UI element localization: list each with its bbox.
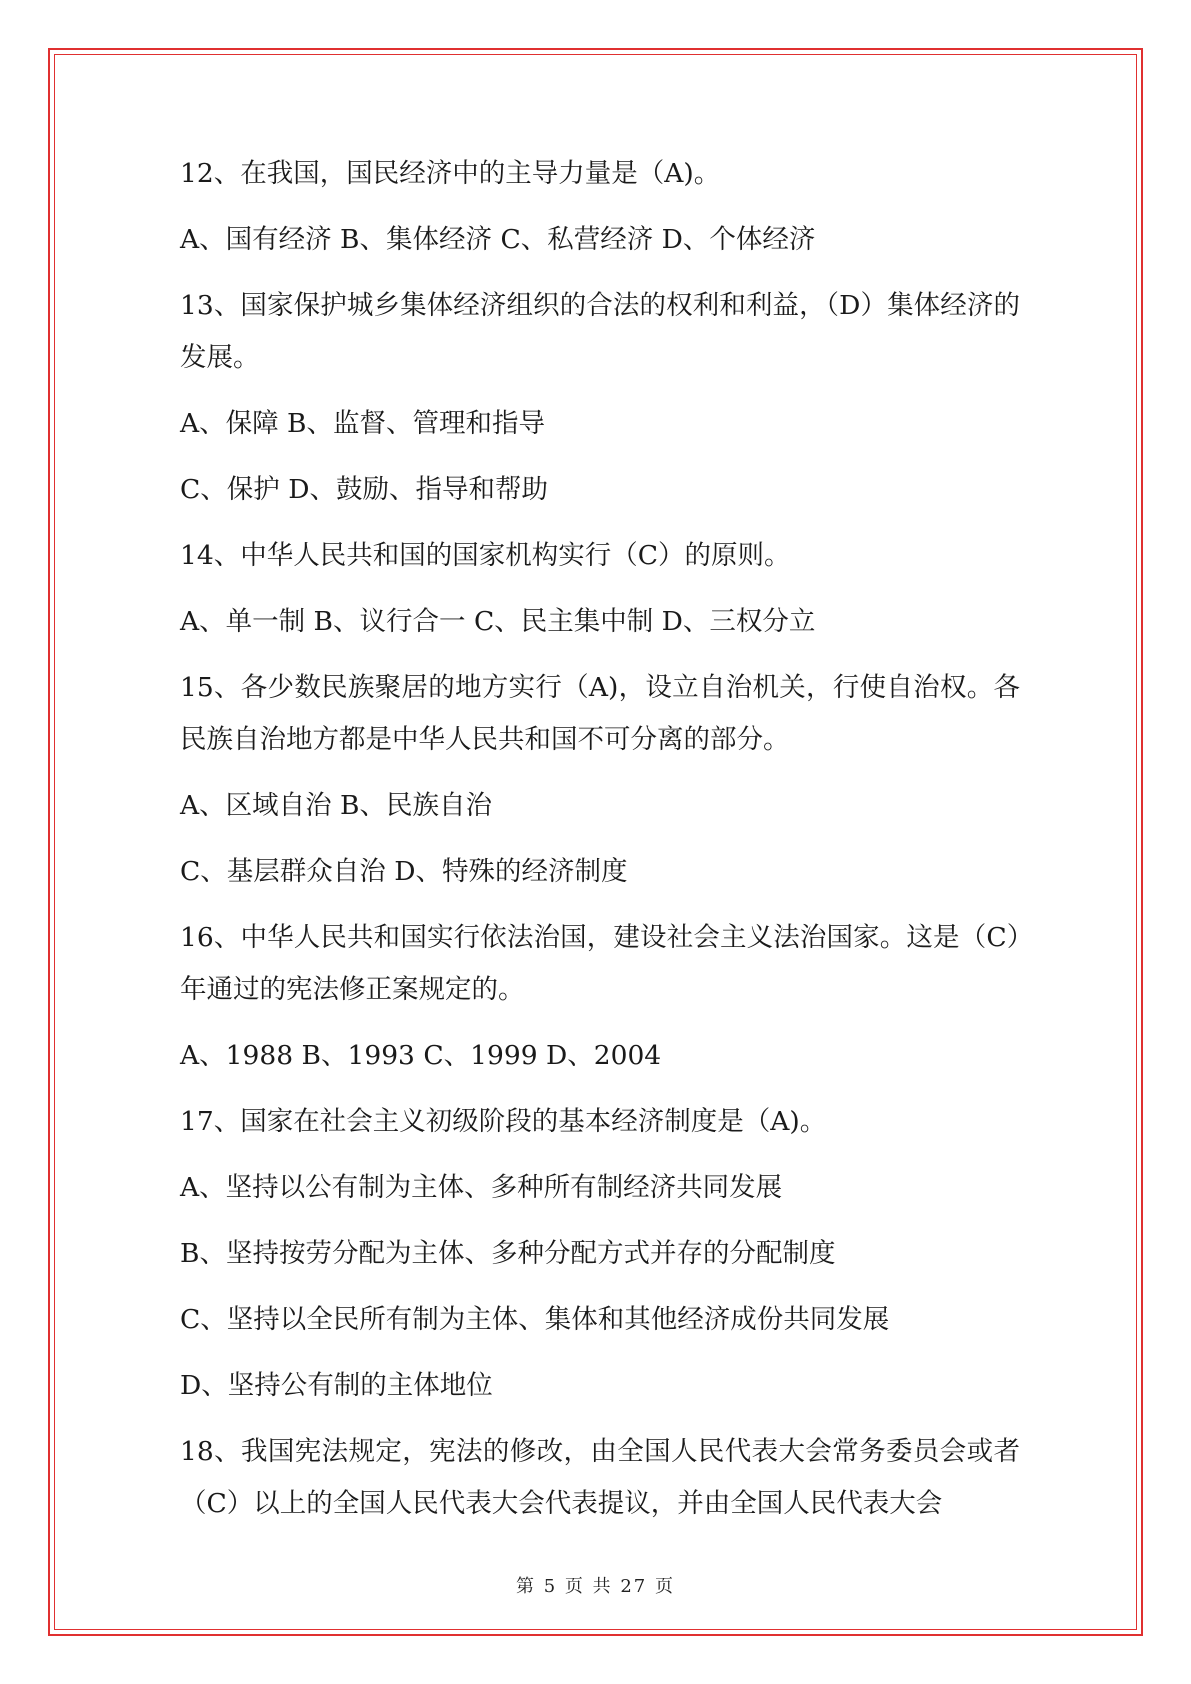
question-options: A、区域自治 B、民族自治	[180, 790, 493, 821]
question-options: C、坚持以全民所有制为主体、集体和其他经济成份共同发展	[180, 1304, 890, 1335]
question-options: A、1988 B、1993 C、1999 D、2004	[180, 1040, 662, 1071]
question-stem: 14、中华人民共和国的国家机构实行（C）的原则。	[180, 540, 791, 571]
question-options: C、基层群众自治 D、特殊的经济制度	[180, 856, 628, 887]
question-options: A、保障 B、监督、管理和指导	[180, 408, 546, 439]
question-stem: 15、各少数民族聚居的地方实行（A)，设立自治机关，行使自治权。各民族自治地方都是中华人民共和国不可分离的部分。	[180, 672, 1020, 755]
question-stem: 16、中华人民共和国实行依法治国，建设社会主义法治国家。这是（C）年通过的宪法修正案规定的。	[180, 922, 1020, 1005]
page-number-footer: 第 5 页 共 27 页	[516, 1576, 675, 1597]
question-options: A、国有经济 B、集体经济 C、私营经济 D、个体经济	[180, 224, 816, 255]
question-options: B、坚持按劳分配为主体、多种分配方式并存的分配制度	[180, 1238, 836, 1269]
question-options: A、单一制 B、议行合一 C、民主集中制 D、三权分立	[180, 606, 816, 637]
question-options: C、保护 D、鼓励、指导和帮助	[180, 474, 548, 505]
question-options: D、坚持公有制的主体地位	[180, 1370, 493, 1401]
question-options: A、坚持以公有制为主体、多种所有制经济共同发展	[180, 1172, 783, 1203]
question-stem: 12、在我国，国民经济中的主导力量是（A)。	[180, 158, 721, 189]
question-stem: 18、我国宪法规定，宪法的修改，由全国人民代表大会常务委员会或者（C）以上的全国人民代表大会代表提议，并由全国人民代表大会	[180, 1436, 1020, 1519]
question-stem: 17、国家在社会主义初级阶段的基本经济制度是（A)。	[180, 1106, 827, 1137]
document-body	[180, 148, 1020, 1530]
question-stem: 13、国家保护城乡集体经济组织的合法的权利和利益，（D）集体经济的发展。	[180, 290, 1020, 373]
